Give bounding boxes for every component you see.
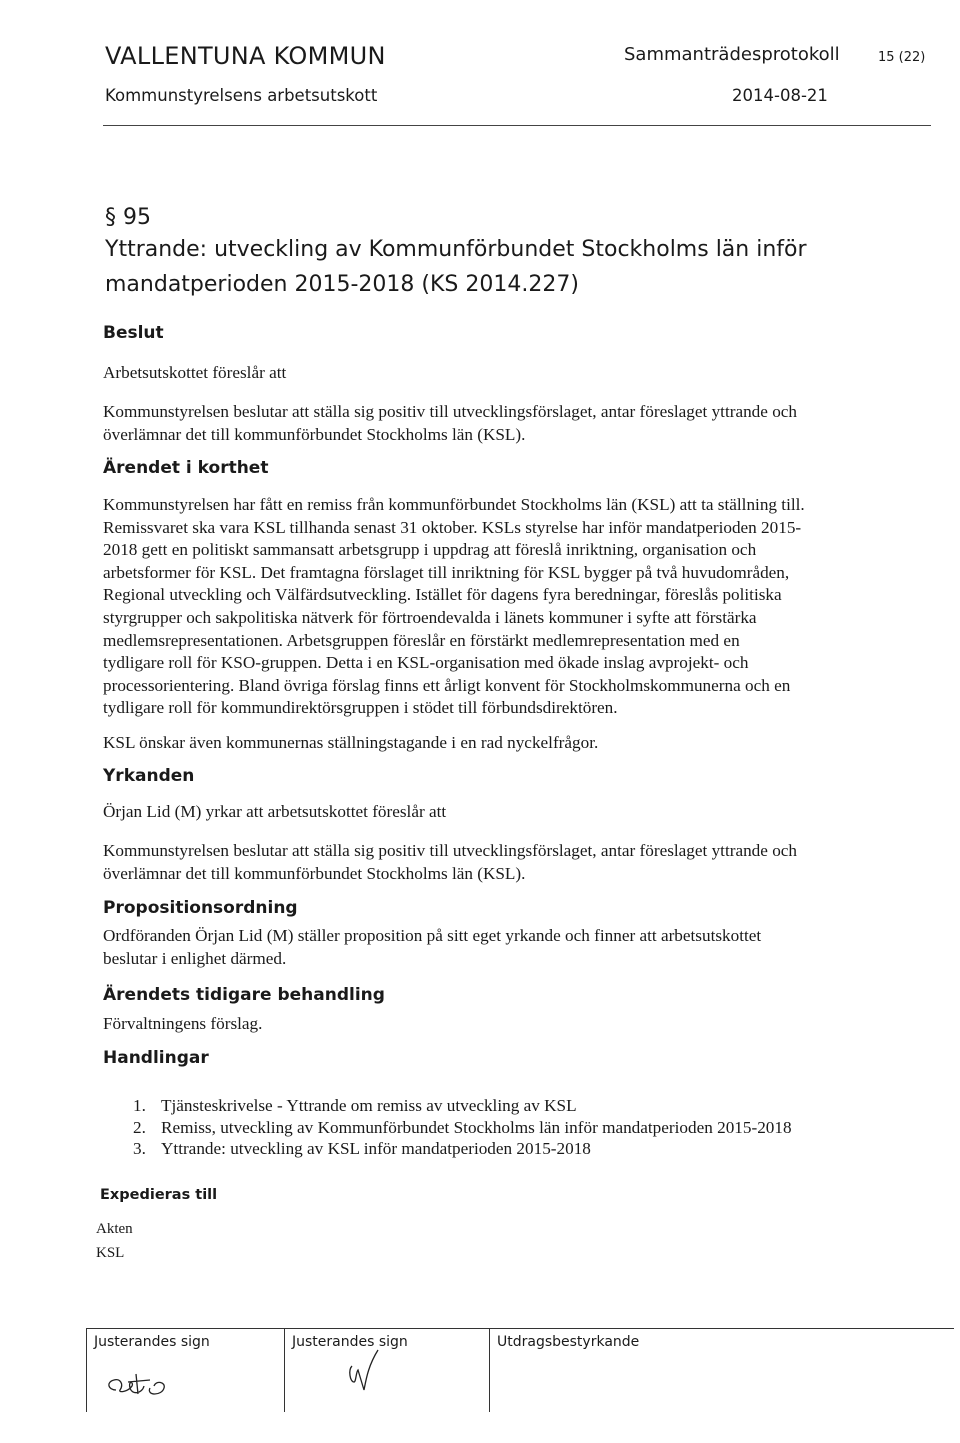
- committee-name: Kommunstyrelsens arbetsutskott: [105, 86, 378, 105]
- document-type: Sammanträdesprotokoll: [624, 44, 840, 65]
- section-number: § 95: [105, 205, 151, 230]
- text-line: Kommunstyrelsen har fått en remiss från kommunförbundet Stockholms län (KSL) att ta ställning till.: [103, 495, 805, 514]
- signature-divider: [86, 1328, 87, 1412]
- text-line: Remissvaret ska vara KSL tillhanda senast 31 oktober. KSLs styrelse har inför mandatperioden 2015-: [103, 517, 802, 537]
- text-line: Örjan Lid (M) yrkar att arbetsutskottet föreslår att: [103, 802, 447, 821]
- signature-boxes: [86, 1328, 954, 1412]
- signature-label-justerandes-1: Justerandes sign: [94, 1334, 210, 1350]
- heading-yrkanden: Yrkanden: [103, 766, 195, 786]
- recipient-item: KSL: [96, 1245, 125, 1261]
- meeting-date: 2014-08-21: [732, 86, 828, 105]
- recipient-item: Akten: [96, 1221, 133, 1237]
- organization-name: VALLENTUNA KOMMUN: [105, 42, 386, 70]
- text-line: tydligare roll för kommundirektörsgruppen i stödet till förbundsdirektören.: [103, 698, 618, 718]
- text-line: styrgrupper och sakpolitiska nätverk för förtroendevalda i länets kommuner i syfte att förstärka: [103, 607, 757, 627]
- signature-divider: [489, 1328, 490, 1412]
- text-line: 2018 gett en politiskt sammansatt arbetsgrupp i uppdrag att föreslå inriktning, organisation och: [103, 540, 757, 560]
- list-item-text: Tjänsteskrivelse - Yttrande om remiss av utveckling av KSL: [161, 1096, 577, 1115]
- text-line: processorientering. Bland övriga förslag finns ett årligt konvent för Stockholmskommunerna och en: [103, 675, 791, 695]
- heading-propositionsordning: Propositionsordning: [103, 898, 298, 918]
- heading-expedieras-till: Expedieras till: [100, 1187, 218, 1203]
- section-title-line-2: mandatperioden 2015-2018 (KS 2014.227): [105, 272, 579, 297]
- heading-arendets-tidigare-behandling: Ärendets tidigare behandling: [103, 985, 385, 1005]
- beslut-paragraph: [103, 401, 893, 446]
- section-title-line-1: Yttrande: utveckling av Kommunförbundet Stockholms län inför: [105, 237, 807, 262]
- text-line: Förvaltningens förslag.: [103, 1014, 263, 1033]
- heading-handlingar: Handlingar: [103, 1048, 209, 1068]
- page-number: 15 (22): [878, 50, 926, 65]
- handwritten-signature-2: [344, 1346, 384, 1402]
- text-line: medlemsrepresentationen. Arbetsgruppen föreslår en förstärkt medlemrepresentation med en: [103, 630, 740, 650]
- list-item-number: 3.: [133, 1139, 146, 1158]
- propositionsordning-paragraph: [103, 925, 893, 970]
- arendet-extra-paragraph: [103, 732, 893, 755]
- text-line: Regional utveckling och Välfärdsutveckling. Istället för dagens fyra beredningar, föreslås politiska: [103, 585, 782, 605]
- header-divider: [103, 125, 931, 126]
- list-item-number: 2.: [133, 1118, 146, 1137]
- text-line: tydligare roll för KSO-gruppen. Detta i en KSL-organisation med ökade inslag avprojekt- och: [103, 653, 749, 673]
- text-line: KSL önskar även kommunernas ställningstagande i en rad nyckelfrågor.: [103, 733, 599, 752]
- beslut-intro: [103, 362, 893, 385]
- text-line: överlämnar det till kommunförbundet Stockholms län (KSL).: [103, 424, 526, 444]
- heading-beslut: Beslut: [103, 323, 164, 343]
- heading-arendet-i-korthet: Ärendet i korthet: [103, 458, 269, 478]
- signature-top-border: [86, 1328, 954, 1329]
- list-item-text: Remiss, utveckling av Kommunförbundet Stockholms län inför mandatperioden 2015-2018: [161, 1118, 792, 1137]
- text-line: arbetsformer för KSL. Det framtagna förslaget till inriktning för KSL bygger på två huvudområden,: [103, 562, 790, 582]
- handwritten-signature-1: [98, 1362, 178, 1402]
- text-line: Ordföranden Örjan Lid (M) ställer proposition på sitt eget yrkande och finner att arbetsutskottet: [103, 926, 762, 945]
- signature-label-utdragsbestyrkande: Utdragsbestyrkande: [497, 1334, 640, 1350]
- text-line: Arbetsutskottet föreslår att: [103, 363, 287, 382]
- yrkanden-intro: [103, 801, 893, 824]
- list-item-text: Yttrande: utveckling av KSL inför mandatperioden 2015-2018: [161, 1139, 591, 1158]
- signature-label-justerandes-2: Justerandes sign: [292, 1334, 408, 1350]
- text-line: överlämnar det till kommunförbundet Stockholms län (KSL).: [103, 863, 526, 883]
- tidigare-paragraph: [103, 1013, 893, 1036]
- yrkanden-paragraph: [103, 840, 893, 885]
- list-item-number: 1.: [133, 1096, 146, 1115]
- text-line: beslutar i enlighet därmed.: [103, 948, 287, 968]
- text-line: Kommunstyrelsen beslutar att ställa sig positiv till utvecklingsförslaget, antar föreslaget yttrande och: [103, 402, 798, 421]
- arendet-paragraph: [103, 494, 893, 720]
- signature-divider: [284, 1328, 285, 1412]
- text-line: Kommunstyrelsen beslutar att ställa sig positiv till utvecklingsförslaget, antar föreslaget yttrande och: [103, 841, 798, 860]
